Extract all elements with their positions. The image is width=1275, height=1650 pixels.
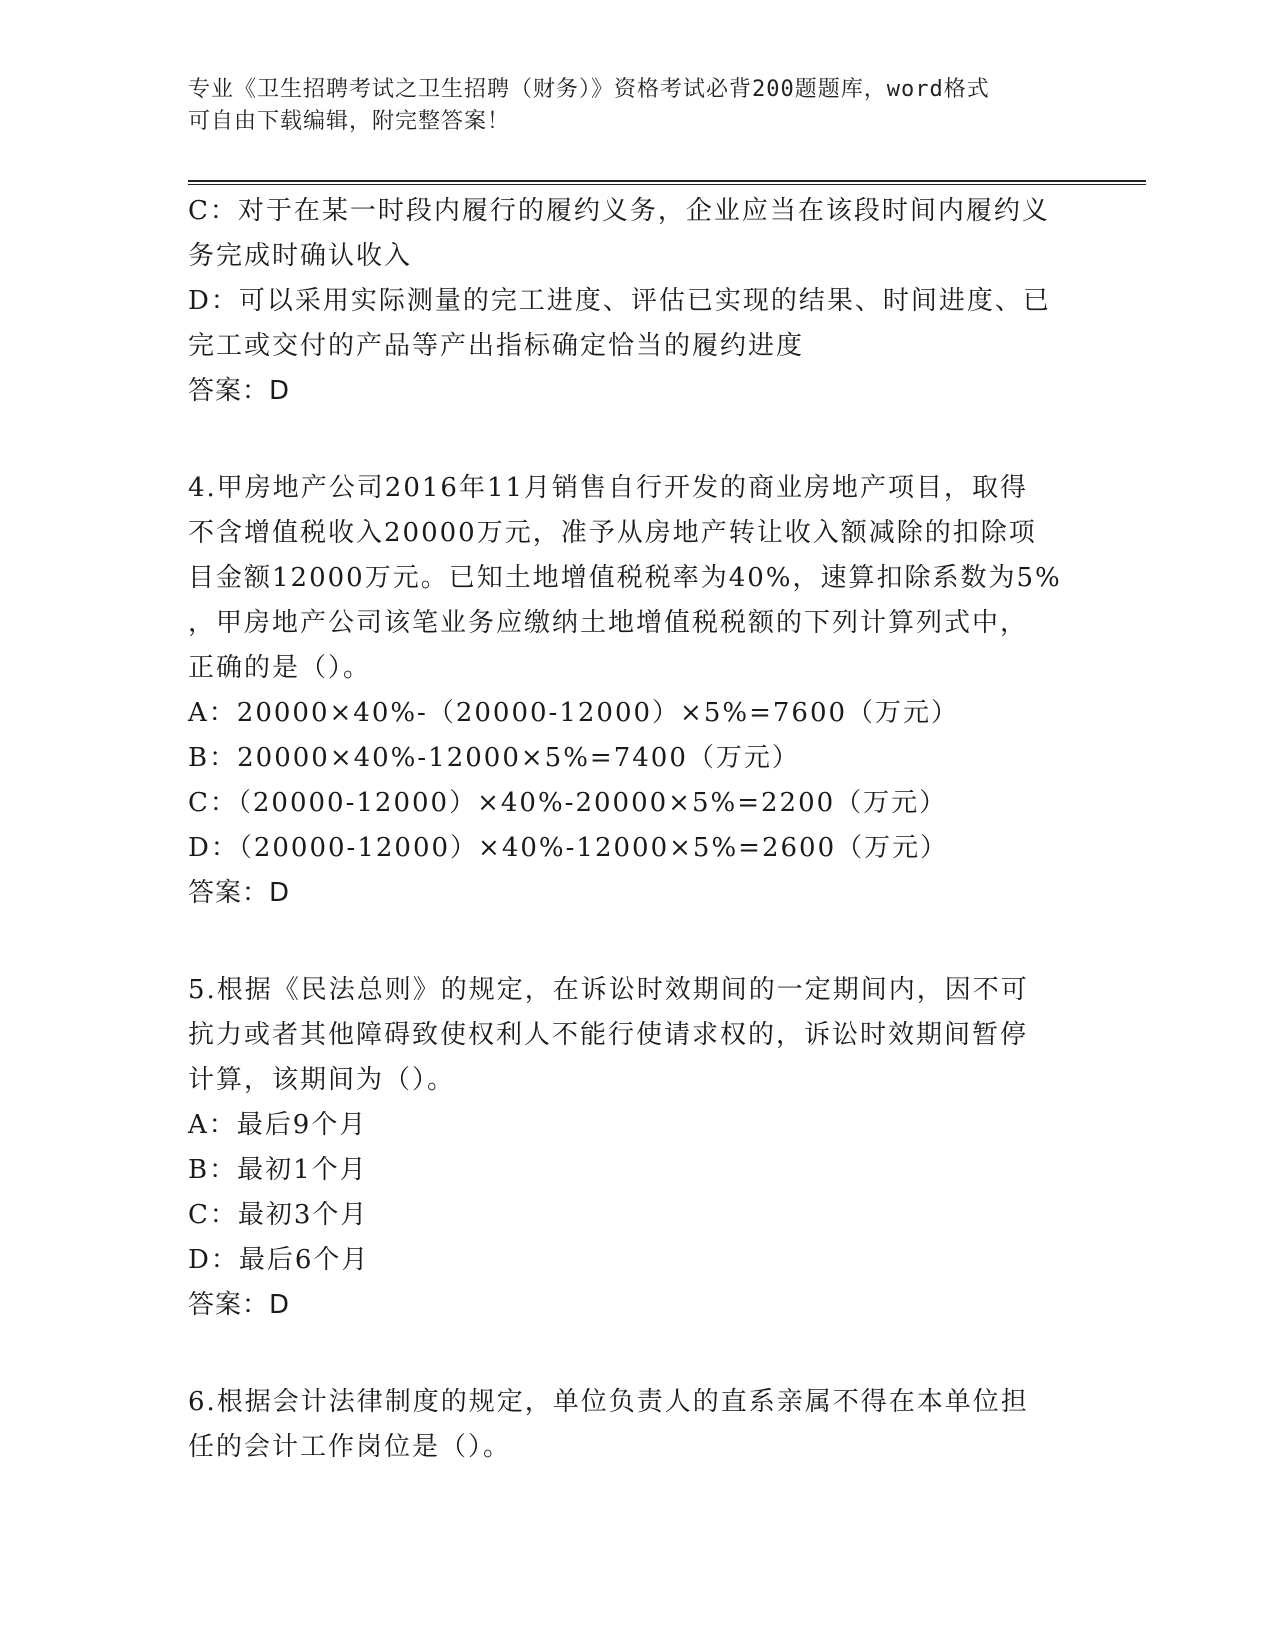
option-c: C：（20000-12000）×40%-20000×5%=2200（万元） [188,788,948,818]
spacer [188,1328,1088,1380]
question-stem-line: ，甲房地产公司该笔业务应缴纳土地增值税税额的下列计算列式中， [188,608,1029,638]
option-d-line-2: 完工或交付的产品等产出指标确定恰当的履约进度 [188,331,805,361]
question-5 [188,968,1088,1328]
question-stem-line: 任的会计工作岗位是（）。 [188,1432,512,1462]
question-6 [188,1380,1088,1470]
spacer [188,916,1088,968]
option-c: C：最初3个月 [188,1200,369,1230]
document-body [188,189,1088,1470]
option-d-line-1: D：可以采用实际测量的完工进度、评估已实现的结果、时间进度、已 [188,286,1051,316]
option-d: D：最后6个月 [188,1245,370,1275]
question-stem-line: 不含增值税收入20000万元，准予从房地产转让收入额减除的扣除项 [188,518,1037,548]
answer-q4: 答案：D [188,878,291,908]
answer-q3: 答案：D [188,376,291,406]
question-stem-line: 目金额12000万元。已知土地增值税税率为40%，速算扣除系数为5% [188,563,1062,593]
option-c-line-1: C：对于在某一时段内履行的履约义务，企业应当在该段时间内履约义 [188,196,1050,226]
question-stem-line: 6.根据会计法律制度的规定，单位负责人的直系亲属不得在本单位担 [188,1387,1029,1417]
option-c-line-2: 务完成时确认收入 [188,241,413,271]
question-4 [188,466,1088,916]
header-divider [188,180,1146,185]
question-stem-line: 5.根据《民法总则》的规定，在诉讼时效期间的一定期间内，因不可 [188,975,1029,1005]
question-stem-line: 正确的是（）。 [188,653,372,683]
option-b: B：20000×40%-12000×5%=7400（万元） [188,743,800,773]
header-line-1: 专业《卫生招聘考试之卫生招聘（财务）》资格考试必背200题题库，word格式 [188,77,990,102]
document-header [188,74,1088,138]
question-stem-line: 抗力或者其他障碍致使权利人不能行使请求权的，诉讼时效期间暂停 [188,1020,1029,1050]
option-a: A：20000×40%-（20000-12000）×5%=7600（万元） [188,698,960,728]
header-line-2: 可自由下载编辑，附完整答案！ [188,109,511,134]
question-stem-line: 4.甲房地产公司2016年11月销售自行开发的商业房地产项目，取得 [188,473,1029,503]
option-b: B：最初1个月 [188,1155,368,1185]
option-d: D：（20000-12000）×40%-12000×5%=2600（万元） [188,833,949,863]
option-a: A：最后9个月 [188,1110,368,1140]
spacer [188,414,1088,466]
question-stem-line: 计算，该期间为（）。 [188,1065,456,1095]
question-3-tail [188,189,1088,414]
answer-q5: 答案：D [188,1290,291,1320]
